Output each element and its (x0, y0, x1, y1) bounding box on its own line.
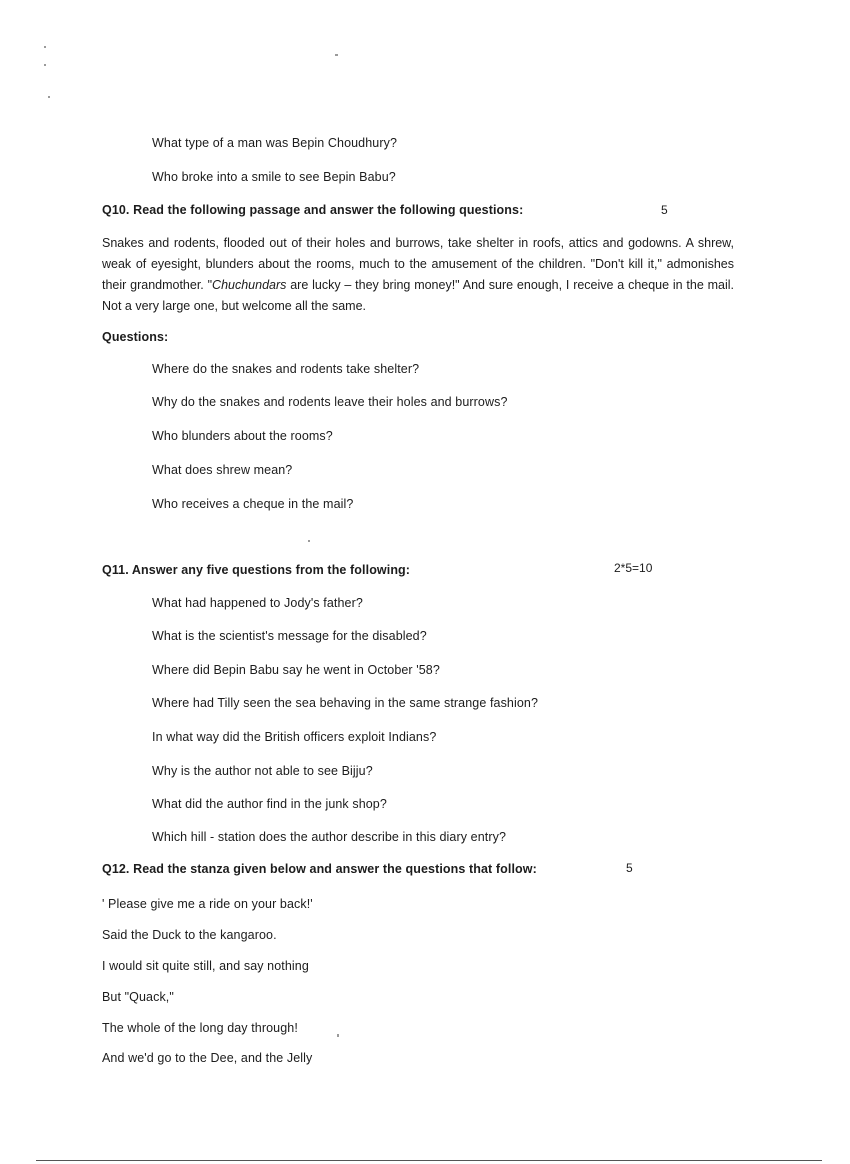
q11-question-6: Why is the author not able to see Bijju? (152, 764, 373, 778)
q10-question-2: Why do the snakes and rodents leave their holes and burrows? (152, 395, 508, 409)
scan-speck (308, 540, 310, 542)
q11-question-4: Where had Tilly seen the sea behaving in the same strange fashion? (152, 696, 539, 710)
q11-heading: Q11. Answer any five questions from the following: (102, 563, 411, 577)
q10-question-3: Who blunders about the rooms? (152, 429, 333, 443)
q12-heading: Q12. Read the stanza given below and answer the questions that follow: (102, 862, 537, 876)
q11-question-3: Where did Bepin Babu say he went in October '58? (152, 663, 440, 677)
scan-speck (337, 1034, 339, 1037)
stanza-line-3: I would sit quite still, and say nothing (102, 959, 309, 973)
scan-speck (44, 64, 46, 66)
stanza-line-6: And we'd go to the Dee, and the Jelly (102, 1051, 313, 1065)
stanza-line-4: But "Quack," (102, 990, 174, 1004)
q10-passage-italic: Chuchundars (212, 278, 287, 292)
q10-passage-part2: are lucky – they bring money!" And sure enough, I receive a cheque in the mail. Not a very large one, but welcome all the same. (102, 278, 735, 313)
q10-question-1: Where do the snakes and rodents take shelter? (152, 362, 420, 376)
scan-speck (335, 54, 338, 56)
q11-question-1: What had happened to Jody's father? (152, 596, 363, 610)
q11-question-8: Which hill - station does the author describe in this diary entry? (152, 830, 506, 844)
q11-question-7: What did the author find in the junk shop? (152, 797, 387, 811)
q10-passage (102, 233, 734, 317)
q11-question-2: What is the scientist's message for the disabled? (152, 629, 427, 643)
q12-marks: 5 (626, 861, 633, 875)
q10-question-4: What does shrew mean? (152, 463, 293, 477)
questions-label: Questions: (102, 330, 169, 344)
stanza-line-1: ' Please give me a ride on your back!' (102, 897, 313, 911)
q9-question-1: What type of a man was Bepin Choudhury? (152, 136, 398, 150)
q10-marks: 5 (661, 203, 668, 217)
q11-question-5: In what way did the British officers exploit Indians? (152, 730, 437, 744)
q10-passage-part1: Snakes and rodents, flooded out of their holes and burrows, take shelter in roofs, attics and godowns. A shrew, weak of eyesight, blunders about the rooms, much to the amusement of the children. "Don't kill it," admonishes their grandmother. " (102, 236, 734, 292)
page-bottom-edge (36, 1160, 822, 1161)
q10-question-5: Who receives a cheque in the mail? (152, 497, 354, 511)
q11-marks: 2*5=10 (614, 561, 653, 575)
stanza-line-2: Said the Duck to the kangaroo. (102, 928, 277, 942)
stanza-line-5: The whole of the long day through! (102, 1021, 298, 1035)
scan-speck (48, 96, 50, 98)
q9-question-2: Who broke into a smile to see Bepin Babu? (152, 170, 396, 184)
q10-heading: Q10. Read the following passage and answer the following questions: (102, 203, 524, 217)
scan-speck (44, 46, 46, 48)
